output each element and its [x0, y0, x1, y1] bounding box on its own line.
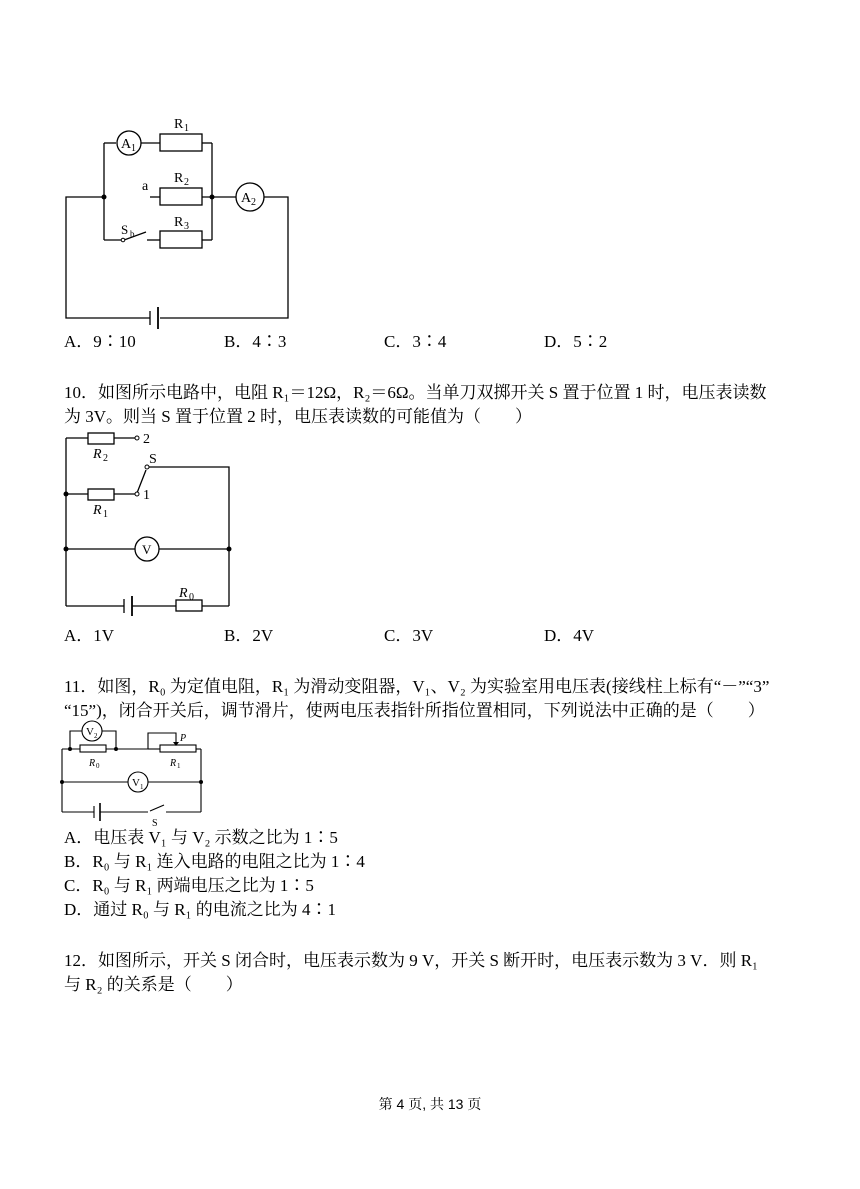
q10-question-line1: 10．如图所示电路中，电阻 R₁＝12Ω，R₂＝6Ω。当单刀双掷开关 S 置于位置 1 时，电压表读数 [64, 383, 767, 402]
q11-option-c: C．R₀ 与 R₁ 两端电压之比为 1∶5 [64, 876, 314, 895]
page-footer: 第 4 页, 共 13 页 [378, 1096, 482, 1112]
q9-r3-label: R [174, 215, 184, 230]
q9-r2-label: R [174, 171, 184, 186]
q11-r1-label: R [170, 758, 177, 769]
q9-r1-label: R [174, 117, 184, 132]
q9-r3-sub: 3 [184, 221, 189, 232]
q9-option-d: D．5∶2 [544, 332, 608, 351]
q10-pos1-label: 1 [143, 488, 150, 503]
q11-switch-label: S [152, 818, 158, 829]
q11-r0-sub: 0 [96, 762, 100, 770]
q12-question-line1: 12．如图所示，开关 S 闭合时，电压表示数为 9 V，开关 S 断开时，电压表示数为 3 V．则 R₁ [64, 951, 758, 970]
q10-r2-sub: 2 [103, 453, 108, 464]
q9-r1-sub: 1 [184, 123, 189, 134]
q10-r2-label: R [93, 447, 102, 462]
q9-r2-sub: 2 [184, 177, 189, 188]
q10-pos2-label: 2 [143, 432, 150, 447]
q10-option-c: C．3V [384, 626, 434, 645]
q10-switch-label: S [149, 452, 157, 467]
q10-option-b: B．2V [224, 626, 274, 645]
q9-ammeter1-label: A [121, 137, 132, 152]
q11-option-a: A．电压表 V₁ 与 V₂ 示数之比为 1∶5 [64, 828, 338, 847]
q9-option-c: C．3∶4 [384, 332, 447, 351]
q10-r1-sub: 1 [103, 509, 108, 520]
q12-question-line2: 与 R₂ 的关系是（ ） [64, 975, 243, 994]
q11-question-line2: “15”)，闭合开关后，调节滑片，使两电压表指针所指位置相同，下列说法中正确的是（ ） [64, 701, 765, 720]
q9-option-b: B．4∶3 [224, 332, 287, 351]
q11-v2-sub: 2 [94, 732, 98, 740]
q10-r0-sub: 0 [189, 592, 194, 603]
q9-point-a-label: a [142, 179, 149, 194]
q9-ammeter2-label: A [241, 191, 252, 206]
q11-question-line1: 11．如图，R₀ 为定值电阻，R₁ 为滑动变阻器，V₁、V₂ 为实验室用电压表(接线柱上标有“－”“3” [64, 677, 770, 696]
q9-ammeter1-sub: 1 [131, 143, 136, 154]
q9-option-a: A．9∶10 [64, 332, 136, 351]
q10-option-a: A．1V [64, 626, 115, 645]
q10-option-d: D．4V [544, 626, 595, 645]
q10-voltmeter-label: V [142, 542, 152, 557]
q11-option-b: B．R₀ 与 R₁ 连入电路的电阻之比为 1∶4 [64, 852, 365, 871]
q11-slider-label: P [180, 733, 187, 744]
q9-switch-sub: b [130, 229, 135, 239]
q9-ammeter2-sub: 2 [251, 197, 256, 208]
q11-v1-label: V [132, 777, 140, 789]
q10-question-line2: 为 3V。则当 S 置于位置 2 时，电压表读数的可能值为（ ） [64, 407, 532, 426]
q11-v1-sub: 1 [140, 783, 144, 791]
q11-option-d: D．通过 R₀ 与 R₁ 的电流之比为 4∶1 [64, 900, 337, 919]
q11-r0-label: R [89, 758, 96, 769]
q9-switch-label: S [121, 222, 129, 237]
q11-v2-label: V [86, 726, 94, 738]
q11-r1-sub: 1 [177, 762, 181, 770]
q10-r0-label: R [179, 586, 188, 601]
q10-r1-label: R [93, 503, 102, 518]
